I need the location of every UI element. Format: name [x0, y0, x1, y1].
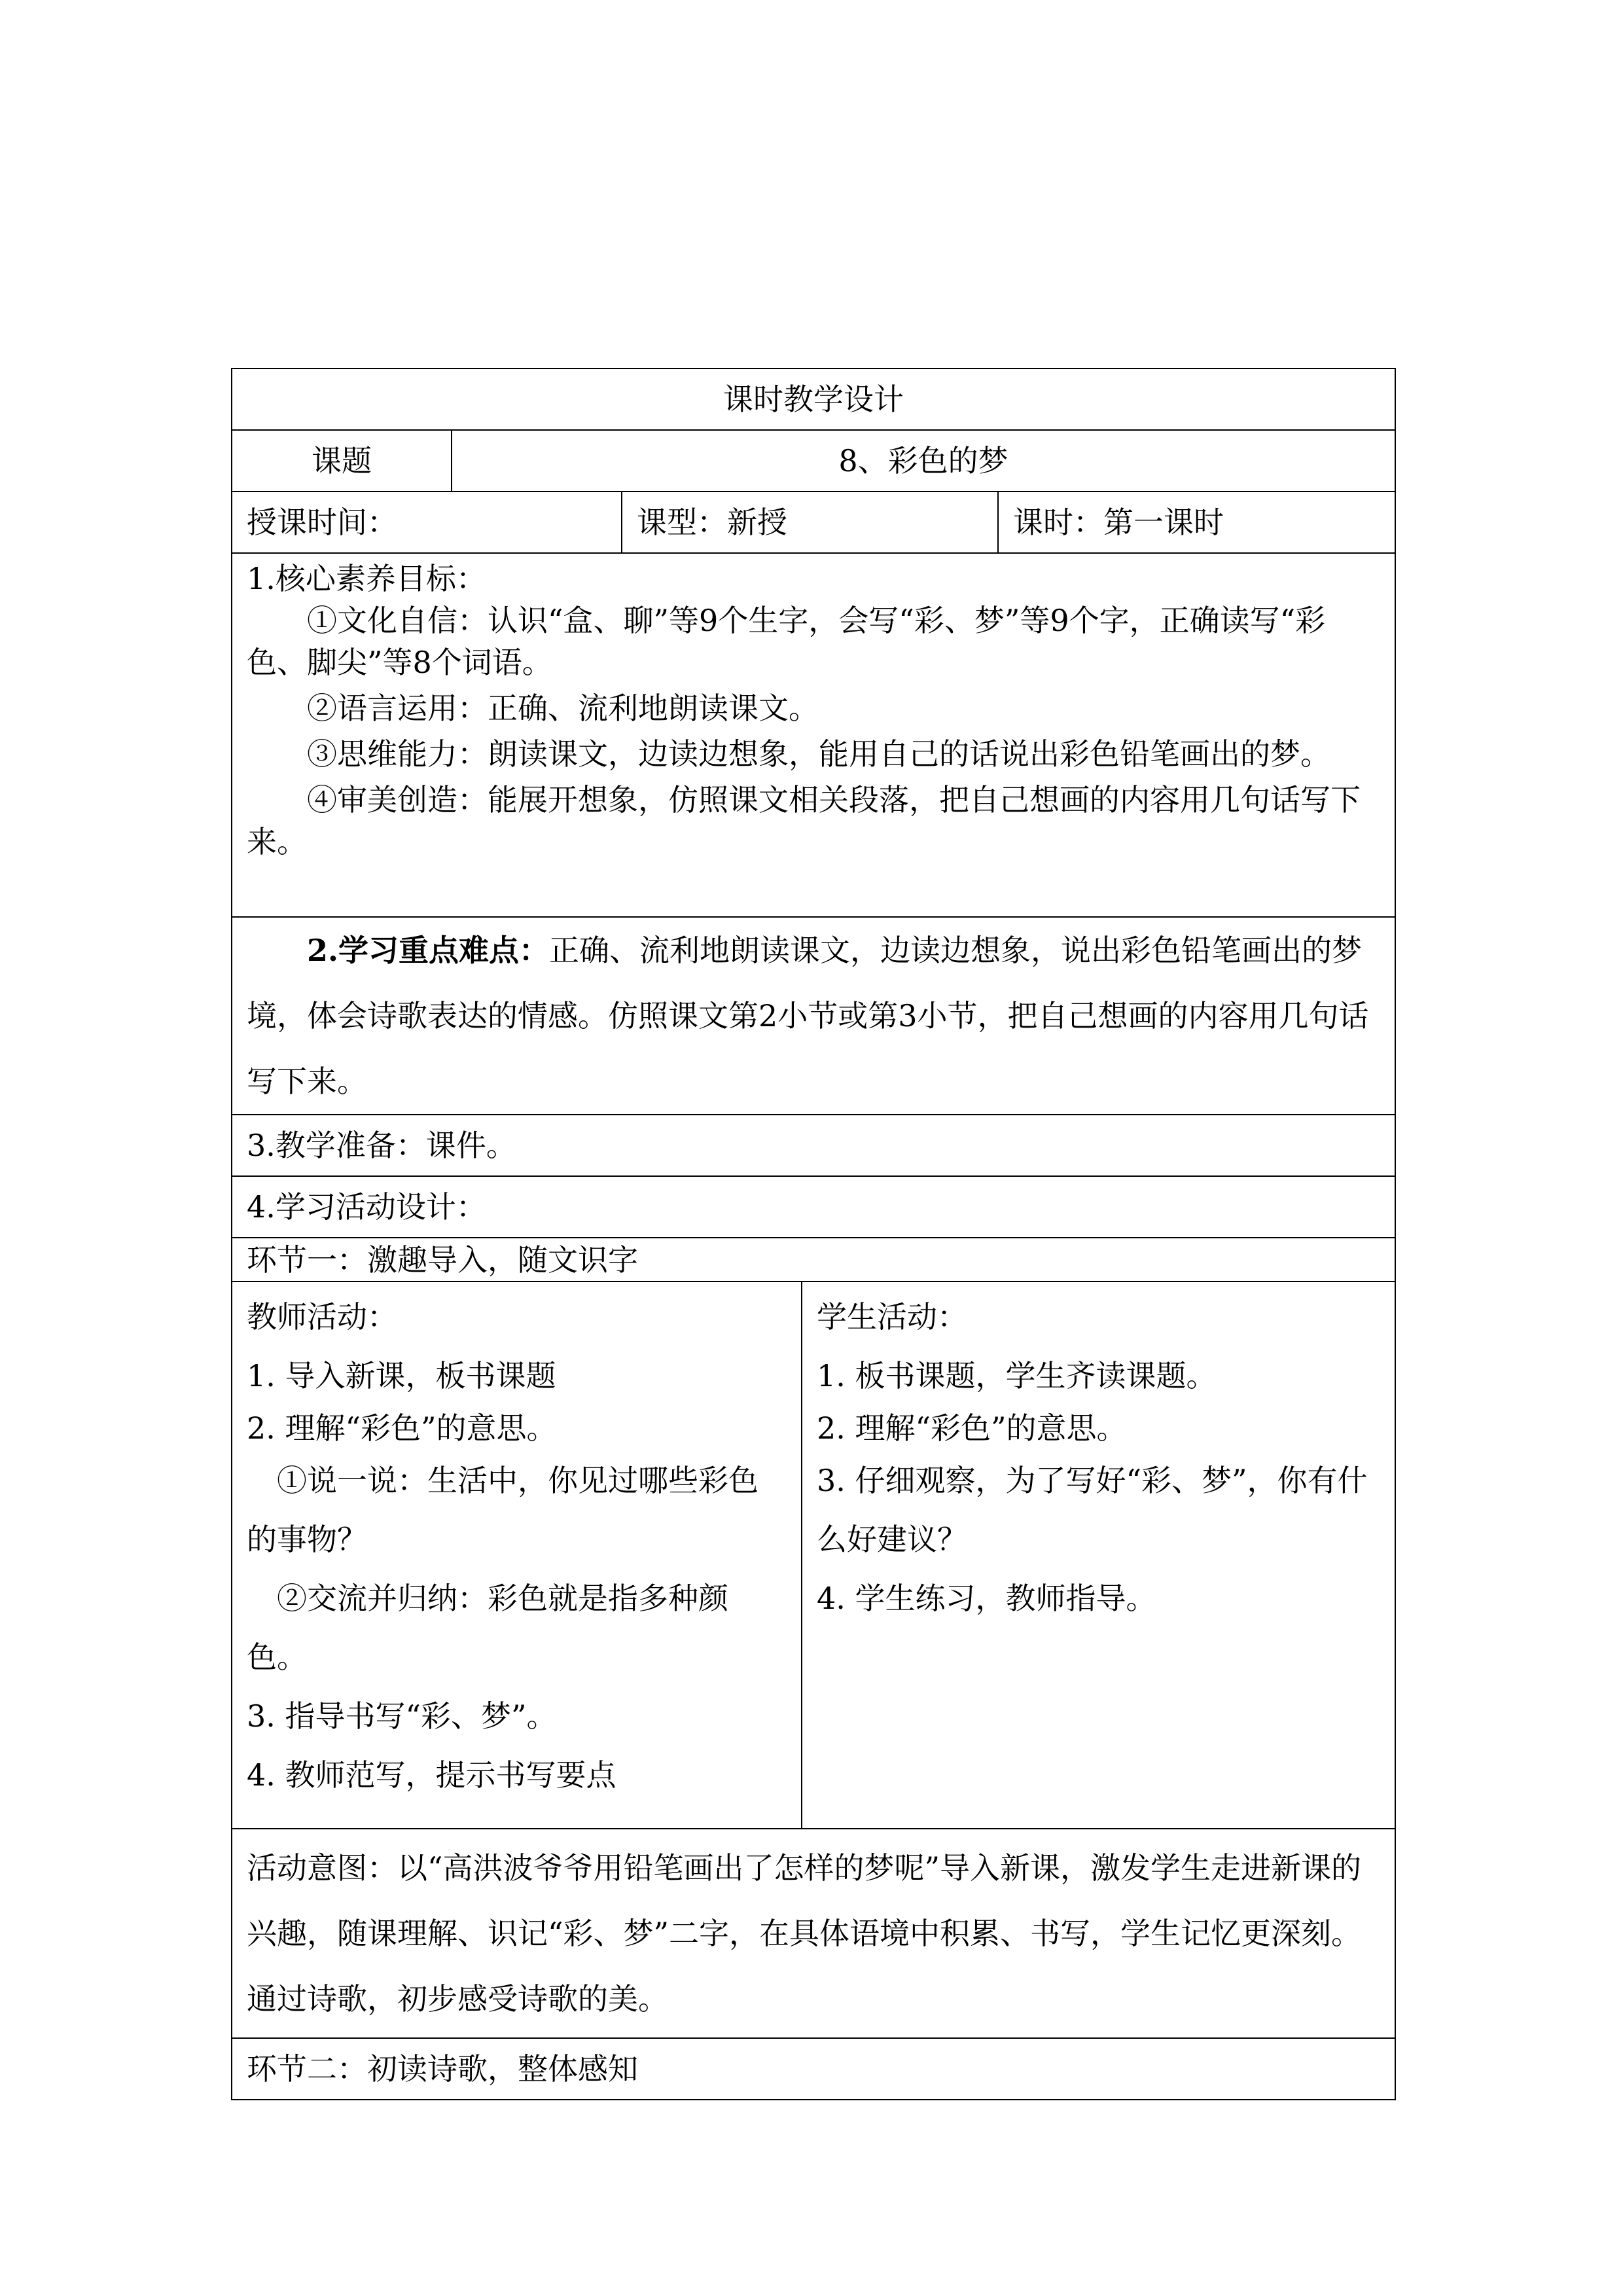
- objectives-row: [232, 553, 1395, 917]
- student-activities-heading: 学生活动：: [817, 1299, 967, 1335]
- student-activity-item: 3. 仔细观察，为了写好“彩、梦”，你有什么好建议？: [817, 1463, 1368, 1557]
- key-points-cell: [232, 917, 1395, 1115]
- activity-intent-cell: [232, 1829, 1395, 2038]
- activity-intent-text: 以“高洪波爷爷用铅笔画出了怎样的梦呢”导入新课，激发学生走进新课的兴趣，随课理解、识记“彩、梦”二字，在具体语境中积累、书写，学生记忆更深刻。通过诗歌，初步感受诗歌的美。: [247, 1850, 1362, 2017]
- key-points-row: [232, 917, 1395, 1115]
- section1-activities-row: [232, 1282, 1395, 1829]
- teacher-activity-item: ②交流并归纳：彩色就是指多种颜色。: [247, 1581, 728, 1675]
- key-points-text: 正确、流利地朗读课文，边读边想象，说出彩色铅笔画出的梦境，体会诗歌表达的情感。仿照课文第2小节或第3小节，把自己想画的内容用几句话写下来。: [247, 933, 1369, 1099]
- topic-value: 8、彩色的梦: [452, 430, 1395, 492]
- teacher-activity-item: 1. 导入新课，板书课题: [247, 1358, 556, 1393]
- lesson-period: 课时：第一课时: [998, 492, 1395, 553]
- teacher-activity-item: 2. 理解“彩色”的意思。: [247, 1410, 557, 1446]
- teacher-activities-heading: 教师活动：: [247, 1299, 397, 1335]
- teacher-activities-cell: [232, 1282, 802, 1829]
- topic-row: [232, 430, 1395, 492]
- objective-item: ②语言运用：正确、流利地朗读课文。: [307, 691, 819, 726]
- objectives-heading: 1.核心素养目标：: [247, 561, 486, 596]
- section1-title-row: [232, 1238, 1395, 1282]
- objective-item: ④审美创造：能展开想象，仿照课文相关段落，把自己想画的内容用几句话写下来。: [247, 782, 1361, 859]
- preparation-cell: [232, 1115, 1395, 1176]
- student-activity-item: 2. 理解“彩色”的意思。: [817, 1410, 1127, 1446]
- section2-title-row: [232, 2038, 1395, 2100]
- section1-title: 环节一：激趣导入，随文识字: [232, 1238, 1395, 1282]
- section2-title: 环节二：初读诗歌，整体感知: [232, 2038, 1395, 2100]
- teacher-activity-item: 4. 教师范写，提示书写要点: [247, 1757, 616, 1793]
- lesson-type: 课型：新授: [622, 492, 998, 553]
- teacher-activity-item: ①说一说：生活中，你见过哪些彩色的事物？: [247, 1463, 758, 1557]
- objectives-cell: [232, 553, 1395, 917]
- preparation-row: [232, 1115, 1395, 1176]
- student-activity-item: 4. 学生练习，教师指导。: [817, 1581, 1156, 1616]
- info-row: [232, 492, 1395, 553]
- key-points-heading: 2.学习重点难点：: [307, 933, 550, 968]
- student-activity-item: 1. 板书课题，学生齐读课题。: [817, 1358, 1217, 1393]
- student-activities-cell: [802, 1282, 1395, 1829]
- activity-intent-row: [232, 1829, 1395, 2038]
- objective-item: ①文化自信：认识“盒、聊”等9个生字，会写“彩、梦”等9个字，正确读写“彩色、脚尖”等8个词语。: [247, 603, 1326, 680]
- header-row: [232, 368, 1395, 430]
- activity-design-heading: 4.学习活动设计：: [232, 1176, 1395, 1238]
- lesson-plan-table: [231, 368, 1396, 2100]
- objective-item: ③思维能力：朗读课文，边读边想象，能用自己的话说出彩色铅笔画出的梦。: [307, 736, 1330, 772]
- teacher-activity-item: 3. 指导书写“彩、梦”。: [247, 1698, 557, 1734]
- document-title: 课时教学设计: [232, 368, 1395, 430]
- class-time-label: 授课时间：: [232, 492, 622, 553]
- activity-design-row: [232, 1176, 1395, 1238]
- topic-label: 课题: [232, 430, 452, 492]
- activity-intent-label: 活动意图：: [247, 1850, 397, 1886]
- preparation-heading: 3.教学准备：: [247, 1128, 426, 1163]
- preparation-text: 课件。: [425, 1128, 516, 1163]
